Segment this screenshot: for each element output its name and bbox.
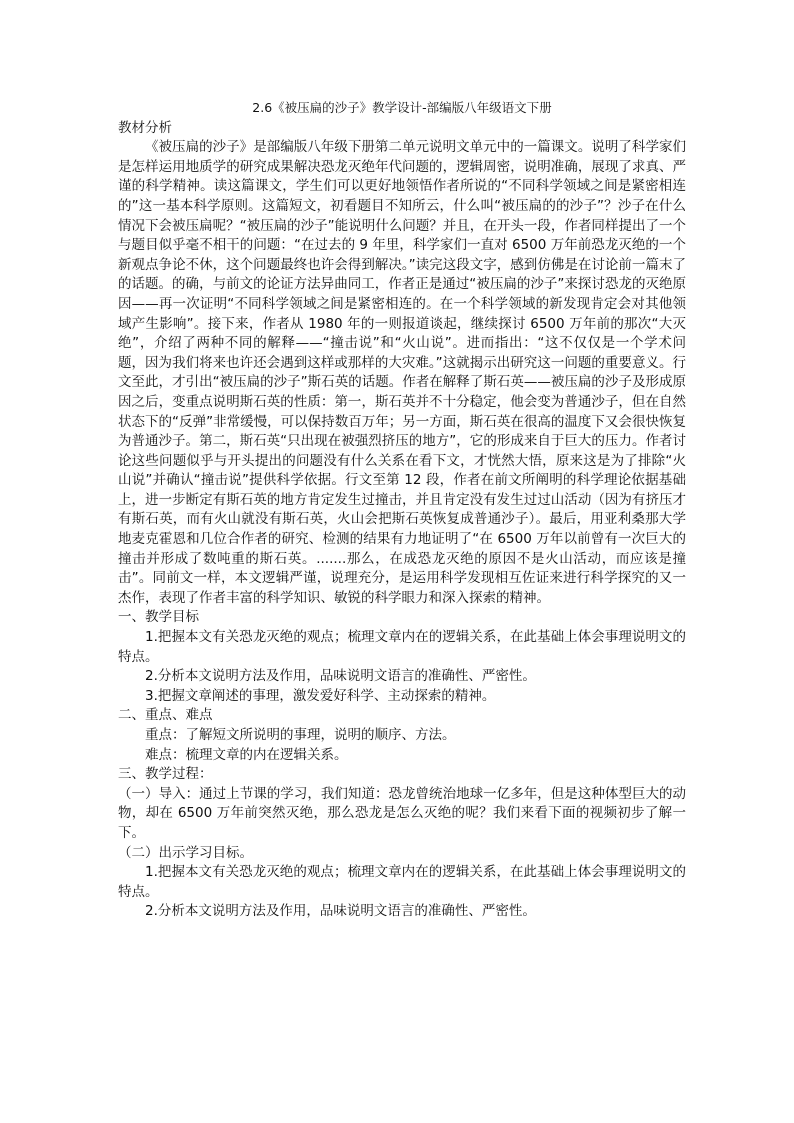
section-heading-key-points: 二、重点、难点 xyxy=(118,707,213,724)
goal-item-2: 2.分析本文说明方法及作用，品味说明文语言的准确性、严密性。 xyxy=(145,668,536,685)
section-heading-teaching-goals: 一、教学目标 xyxy=(118,609,199,626)
difficult-point-text: 难点：梳理文章的内在逻辑关系。 xyxy=(145,746,348,763)
process-step-goals-heading: （二）出示学习目标。 xyxy=(118,844,253,861)
analysis-paragraph: 《被压扁的沙子》是部编版八年级下册第二单元说明文单元中的一篇课文。说明了科学家们是怎样运用地质学的研究成果解决恐龙灭绝年代问题的，逻辑周密，说明准确，展现了求真、严谨的科学精神。读这篇课文，学生们可以更好地领悟作者所说的“不同科学领域之间是紧密相连的”这一基本科学原则。这篇短文，初看题目不知所云，什么叫“被压扁的的沙子”？沙子在什么情况下会被压扁呢？“被压扁的沙子”能说明什么问题？并且，在开头一段，作者同样提出了一个与题目似乎毫不相干的问题：“在过去的 9 年里，科学家们一直对 6500 万年前恐龙灭绝的一个新观点争论不休，这个问题最终也许会得到解决。”读完这段文字，感到仿佛是在讨论前一篇末了的话题。的确，与前文的论证方法异曲同工，作者正是通过“被压扁的沙子”来探讨恐龙的灭绝原因——再一次证明“不同科学领域之间是紧密相连的。在一个科学领域的新发现肯定会对其他领域产生影响”。接下来，作者从 1980 年的一则报道谈起，继续探讨 6500 万年前的那次“大灭绝”，介绍了两种不同的解释——“撞击说”和“火山说”。进而指出：“这不仅仅是一个学术问题，因为我们将来也许还会遇到这样或那样的大灾难。”这就揭示出研究这一问题的重要意义。行文至此，才引出“被压扁的沙子”斯石英的话题。作者在解释了斯石英——被压扁的沙子及形成原因之后，变重点说明斯石英的性质：第一，斯石英并不十分稳定，他会变为普通沙子，但在自然状态下的“反弹”非常缓慢，可以保持数百万年；另一方面，斯石英在很高的温度下又会很快恢复为普通沙子。第二，斯石英“只出现在被强烈挤压的地方”，它的形成来自于巨大的压力。作者讨论这些问题似乎与开头提出的问题没有什么关系在看下文，才恍然大悟，原来这是为了排除“火山说”并确认“撞击说”提供科学依据。行文至第 12 段，作者在前文所阐明的科学理论依据基础上，进一步断定有斯石英的地方肯定发生过撞击，并且肯定没有发生过过山活动（因为有挤压才有斯石英，而有火山就没有斯石英，火山会把斯石英恢复成普通沙子）。最后，用亚利桑那大学地麦克霍恩和几位合作者的研究、检测的结果有力地证明了“在 6500 万年以前曾有一次巨大的撞击并形成了数吨重的斯石英。.......那么，在成恐龙灭绝的原因不是火山活动，而应该是撞击”。同前文一样，本文逻辑严谨，说理充分，是运用科学发现相互佐证来进行科学探究的又一杰作，表现了作者丰富的科学知识、敏锐的科学眼力和深入探索的精神。 xyxy=(118,139,686,606)
process-goal-item-2: 2.分析本文说明方法及作用，品味说明文语言的准确性、严密性。 xyxy=(145,903,536,920)
section-heading-textbook-analysis: 教材分析 xyxy=(118,119,172,136)
key-point-text: 重点：了解短文所说明的事理，说明的顺序、方法。 xyxy=(145,727,456,743)
document-title: 2.6《被压扁的沙子》教学设计-部编版八年级语文下册 xyxy=(252,100,552,115)
process-step-intro: （一）导入：通过上节课的学习，我们知道：恐龙曾统治地球一亿多年，但是这种体型巨大的动物，却在 6500 万年前突然灭绝，那么恐龙是怎么灭绝的呢？我们来看下面的视频初步了解一下。 xyxy=(118,785,686,841)
goal-item-1: 1.把握本文有关恐龙灭绝的观点；梳理文章内在的逻辑关系，在此基础上体会事理说明文的特点。 xyxy=(118,629,686,665)
section-heading-teaching-process: 三、教学过程： xyxy=(118,766,213,783)
goal-item-3: 3.把握文章阐述的事理，激发爱好科学、主动探索的精神。 xyxy=(145,687,496,704)
document-page xyxy=(118,98,686,922)
process-goal-item-1: 1.把握本文有关恐龙灭绝的观点；梳理文章内在的逻辑关系，在此基础上体会事理说明文的特点。 xyxy=(118,864,686,900)
